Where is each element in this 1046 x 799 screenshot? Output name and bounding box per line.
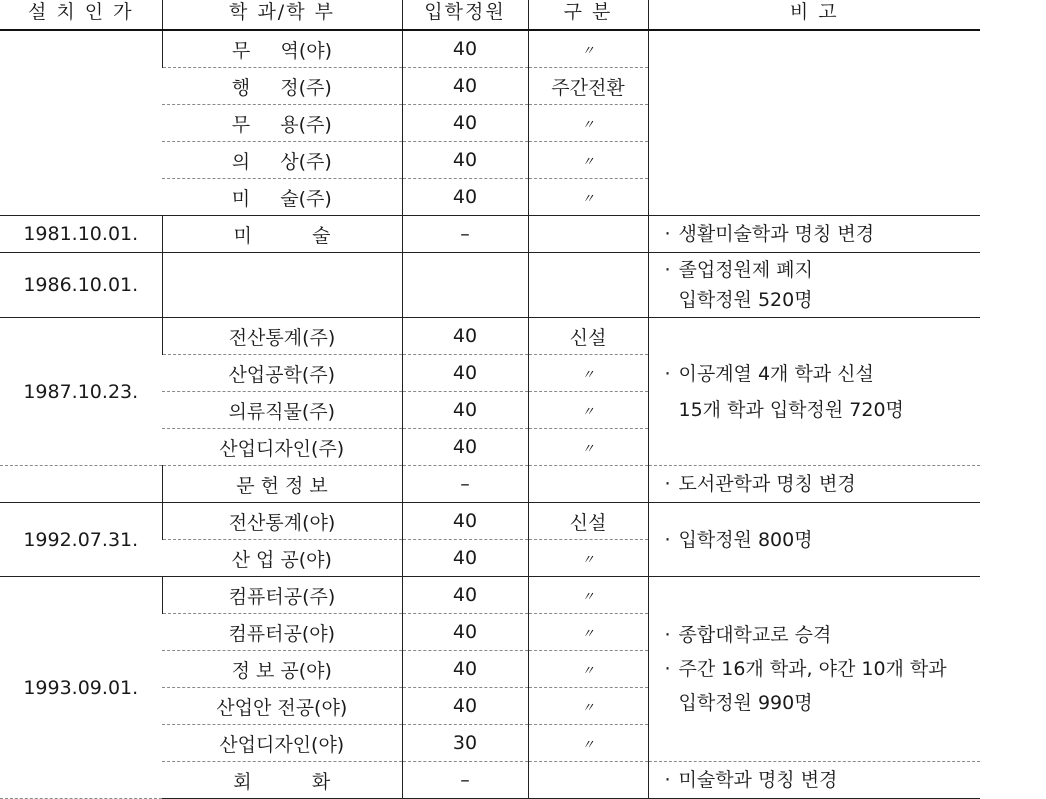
department-cell: 산업디자인(야): [162, 725, 402, 762]
table-row: [0, 30, 980, 68]
table-row: [0, 466, 980, 503]
quota-cell: [402, 253, 528, 318]
quota-cell: 40: [402, 540, 528, 577]
category-cell: 〃: [528, 142, 648, 179]
quota-cell: 40: [402, 179, 528, 216]
category-cell: [528, 253, 648, 318]
department-cell: 컴퓨터공(야): [162, 614, 402, 651]
date-cell: 1993.09.01.: [0, 577, 162, 799]
category-cell: 〃: [528, 614, 648, 651]
quota-cell: 40: [402, 105, 528, 142]
quota-cell: –: [402, 216, 528, 253]
table-row: [0, 253, 980, 318]
remarks-cell: · 졸업정원제 폐지 입학정원 520명: [648, 253, 980, 318]
department-cell: 문 헌 정 보: [162, 466, 402, 503]
category-cell: 〃: [528, 725, 648, 762]
date-cell: 1987.10.23.: [0, 318, 162, 466]
remarks-cell: · 미술학과 명칭 변경: [648, 762, 980, 799]
remarks-cell: · 도서관학과 명칭 변경: [648, 466, 980, 503]
remarks-cell: · 입학정원 800명: [648, 503, 980, 577]
category-cell: 〃: [528, 392, 648, 429]
quota-cell: 30: [402, 725, 528, 762]
department-cell: 컴퓨터공(주): [162, 577, 402, 614]
col-header-quota: 입학정원: [402, 0, 528, 30]
quota-cell: 40: [402, 142, 528, 179]
quota-cell: 40: [402, 68, 528, 105]
table-header-row: [0, 0, 980, 30]
department-cell: 의 상(주): [162, 142, 402, 179]
department-cell: 무 역(야): [162, 30, 402, 68]
category-cell: [528, 466, 648, 503]
quota-cell: 40: [402, 355, 528, 392]
category-cell: 〃: [528, 429, 648, 466]
quota-cell: 40: [402, 503, 528, 540]
col-header-remarks: 비 고: [648, 0, 980, 30]
department-cell: 미 술(주): [162, 179, 402, 216]
category-cell: [528, 216, 648, 253]
quota-cell: 40: [402, 392, 528, 429]
category-cell: 〃: [528, 355, 648, 392]
category-cell: 신설: [528, 318, 648, 355]
quota-cell: –: [402, 466, 528, 503]
col-header-department: 학 과/학 부: [162, 0, 402, 30]
department-cell: 산업디자인(주): [162, 429, 402, 466]
remarks-cell: · 이공계열 4개 학과 신설 15개 학과 입학정원 720명: [648, 318, 980, 466]
department-cell: 정 보 공(야): [162, 651, 402, 688]
remarks-cell: · 종합대학교로 승격 · 주간 16개 학과, 야간 10개 학과 입학정원 990명: [648, 577, 980, 762]
department-cell: 산 업 공(야): [162, 540, 402, 577]
category-cell: 〃: [528, 179, 648, 216]
department-cell: 산업공학(주): [162, 355, 402, 392]
col-header-established: 설 치 인 가: [0, 0, 162, 30]
quota-cell: 40: [402, 429, 528, 466]
date-cell: 1986.10.01.: [0, 253, 162, 318]
category-cell: 〃: [528, 651, 648, 688]
department-cell: 행 정(주): [162, 68, 402, 105]
quota-cell: –: [402, 762, 528, 799]
category-cell: 〃: [528, 105, 648, 142]
table-row: [0, 216, 980, 253]
remarks-cell: · 생활미술학과 명칭 변경: [648, 216, 980, 253]
category-cell: 〃: [528, 577, 648, 614]
department-cell: 전산통계(주): [162, 318, 402, 355]
department-cell: 의류직물(주): [162, 392, 402, 429]
table-row: [0, 318, 980, 355]
table-row: [0, 503, 980, 540]
quota-cell: 40: [402, 577, 528, 614]
quota-cell: 40: [402, 688, 528, 725]
department-cell: 무 용(주): [162, 105, 402, 142]
category-cell: 주간전환: [528, 68, 648, 105]
quota-cell: 40: [402, 614, 528, 651]
department-cell: 미 술: [162, 216, 402, 253]
category-cell: 〃: [528, 30, 648, 68]
department-cell: 산업안 전공(야): [162, 688, 402, 725]
quota-cell: 40: [402, 318, 528, 355]
department-cell: [162, 253, 402, 318]
category-cell: 신설: [528, 503, 648, 540]
col-header-category: 구 분: [528, 0, 648, 30]
department-cell: 전산통계(야): [162, 503, 402, 540]
date-cell: 1981.10.01.: [0, 216, 162, 253]
category-cell: 〃: [528, 540, 648, 577]
department-cell: 회 화: [162, 762, 402, 799]
quota-cell: 40: [402, 651, 528, 688]
date-cell: [0, 466, 162, 503]
date-cell: 1992.07.31.: [0, 503, 162, 577]
category-cell: 〃: [528, 688, 648, 725]
quota-cell: 40: [402, 30, 528, 68]
date-cell: [0, 30, 162, 216]
table-row: [0, 577, 980, 614]
remarks-cell: [648, 30, 980, 216]
